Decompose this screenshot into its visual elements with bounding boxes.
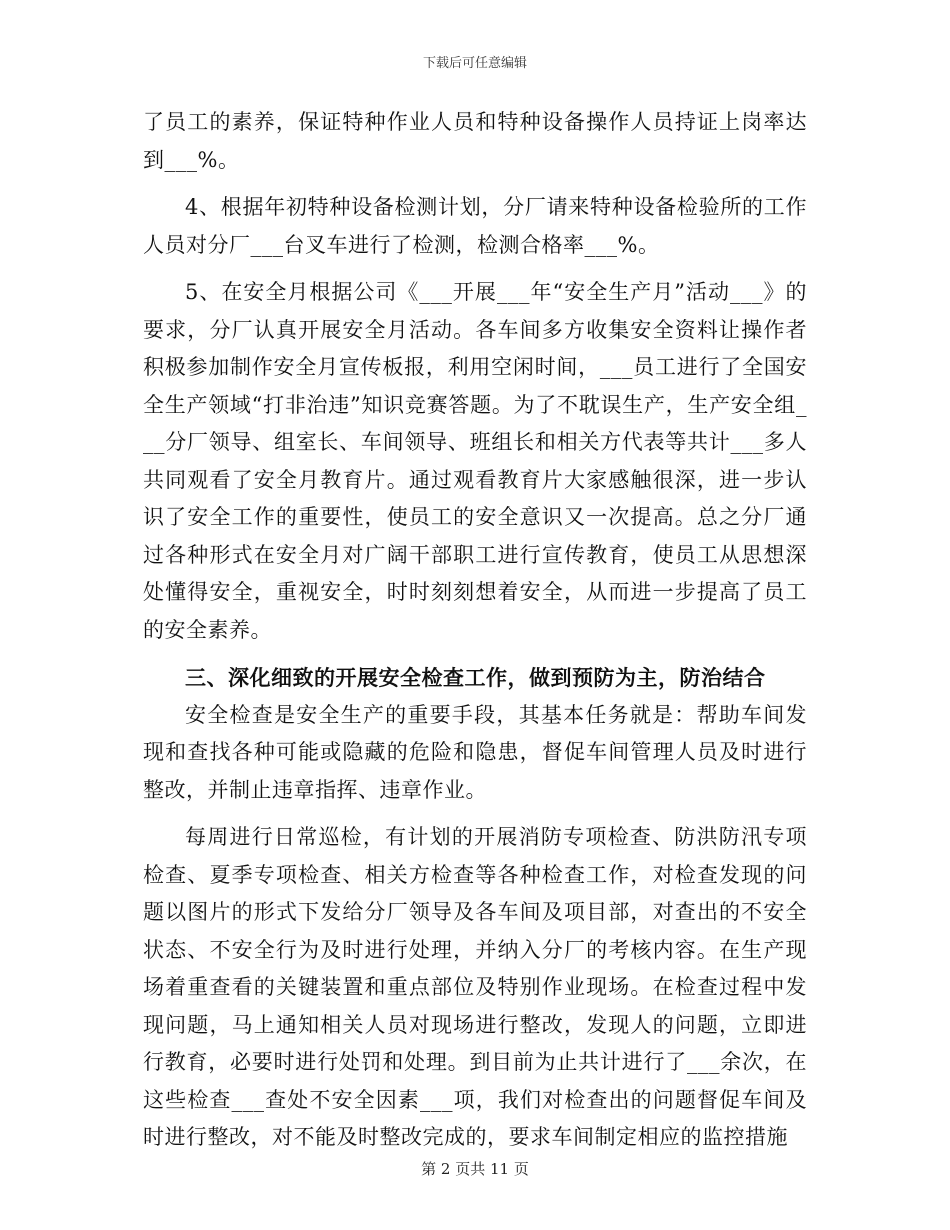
paragraph-inspection-intro: 安全检查是安全生产的重要手段，其基本任务就是：帮助车间发现和查找各种可能或隐藏的危险和隐患，督促车间管理人员及时进行整改，并制止违章指挥、违章作业。 (143, 702, 807, 802)
paragraph-weekly-inspection: 每周进行日常巡检，有计划的开展消防专项检查、防洪防汛专项检查、夏季专项检查、相关方检查等各种检查工作，对检查发现的问题以图片的形式下发给分厂领导及各车间及项目部，对查出的不安全状态、不安全行为及时进行处理，并纳入分厂的考核内容。在生产现场着重查看的关键装置和重点部位及特别作业现场。在检查过程中发现问题，马上通知相关人员对现场进行整改，发现人的问题，立即进行教育，必要时进行处罚和处理。到目前为止共计进行了___余次，在这些检查___查处不安全因素___项，我们对检查出的问题督促车间及时进行整改，对不能及时整改完成的，要求车间制定相应的监控措施 (143, 825, 807, 1149)
paragraph-item-4: 4、根据年初特种设备检测计划，分厂请来特种设备检验所的工作人员对分厂___台叉车进行了检测，检测合格率___%。 (143, 195, 807, 257)
paragraph-item-5: 5、在安全月根据公司《___开展___年“安全生产月”活动___》的要求，分厂认真开展安全月活动。各车间多方收集安全资料让操作者积极参加制作安全月宣传板报，利用空闲时间，___员工进行了全国安全生产领域“打非治违”知识竞赛答题。为了不耽误生产，生产安全组___分厂领导、组室长、车间领导、班组长和相关方代表等共计___多人共同观看了安全月教育片。通过观看教育片大家感触很深，进一步认识了安全工作的重要性，使员工的安全意识又一次提高。总之分厂通过各种形式在安全月对广阔干部职工进行宣传教育，使员工从思想深处懂得安全，重视安全，时时刻刻想着安全，从而进一步提高了员工的安全素养。 (143, 280, 807, 642)
document-body (143, 104, 807, 1167)
page-header: 下载后可任意编辑 (422, 56, 527, 71)
section-heading-3: 三、深化细致的开展安全检查工作，做到预防为主，防治结合 (185, 665, 766, 690)
page-footer: 第 2 页共 11 页 (421, 1160, 529, 1178)
paragraph-continuation: 了员工的素养，保证特种作业人员和特种设备操作人员持证上岗率达到___%。 (143, 110, 807, 172)
